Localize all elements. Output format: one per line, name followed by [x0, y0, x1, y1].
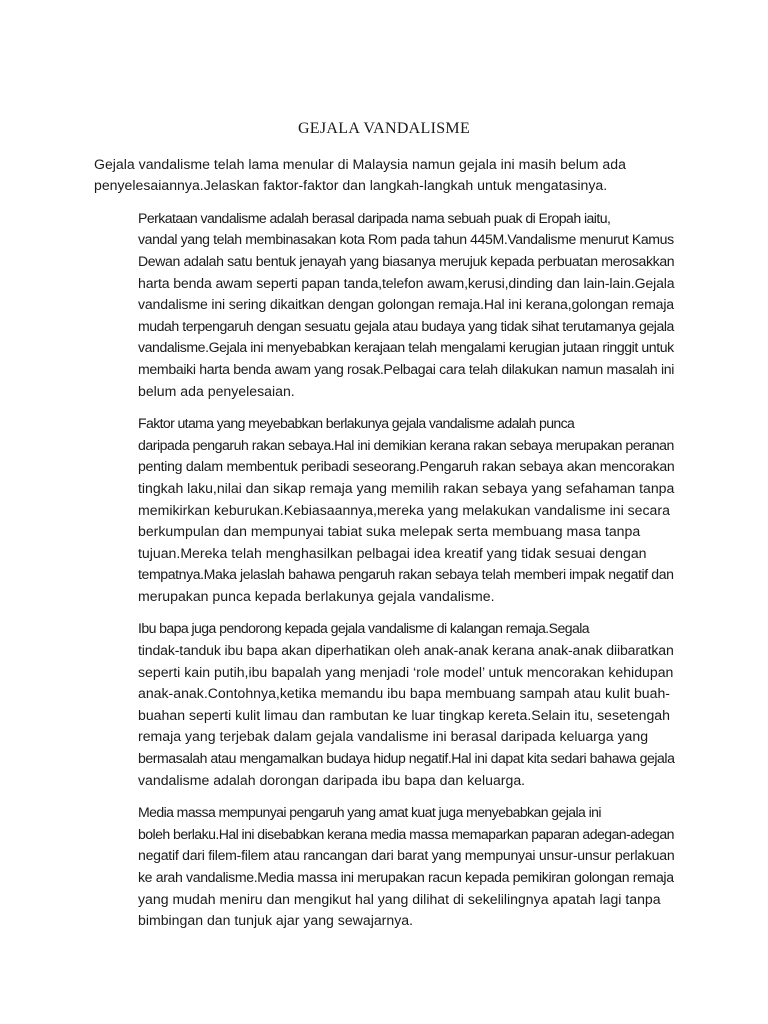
text-line: vandal yang telah membinasakan kota Rom pada tahun 445M.Vandalisme menurut Kamus [138, 231, 674, 248]
text-line: belum ada penyelesaian. [138, 382, 295, 399]
text-line: harta benda awam seperti papan tanda,telefon awam,kerusi,dinding dan lain-lain.Gejala [138, 274, 675, 291]
paragraph [94, 618, 674, 791]
text-line: penyelesaiannya.Jelaskan faktor-faktor dan langkah-langkah untuk mengatasinya. [94, 177, 608, 194]
text-line: boleh berlaku.Hal ini disebabkan kerana media massa memaparkan paparan adegan-adegan [138, 825, 674, 842]
text-line: remaja yang terjebak dalam gejala vandalisme ini berasal daripada keluarga yang [138, 728, 649, 745]
text-line: penting dalam membentuk peribadi seseorang.Pengaruh rakan sebaya akan mencorakan [138, 458, 675, 475]
text-line: anak-anak.Contohnya,ketika memandu ibu bapa membuang sampah atau kulit buah- [138, 685, 670, 702]
text-line: bimbingan dan tunjuk ajar yang sewajarnya. [138, 912, 414, 929]
text-line: ke arah vandalisme.Media massa ini merupakan racun kepada pemikiran golongan remaja [138, 869, 674, 885]
text-line: Media massa mempunyai pengaruh yang amat kuat juga menyebabkan gejala ini [138, 804, 601, 821]
text-line: tempatnya.Maka jelaslah bahawa pengaruh rakan sebaya telah memberi impak negatif dan [138, 566, 674, 583]
document-body [94, 154, 674, 932]
text-line: buahan seperti kulit limau dan rambutan ke luar tingkap kereta.Selain itu, sesetengah [138, 706, 670, 723]
text-line: Ibu bapa juga pendorong kepada gejala vandalisme di kalangan remaja.Segala [138, 620, 589, 637]
paragraph [94, 154, 674, 197]
text-line: vandalisme.Gejala ini menyebabkan kerajaan telah mengalami kerugian jutaan ringgit untuk [138, 339, 674, 356]
text-line: Faktor utama yang meyebabkan berlakunya gejala vandalisme adalah punca [138, 415, 575, 432]
text-line: Perkataan vandalisme adalah berasal daripada nama sebuah puak di Eropah iaitu, [138, 209, 611, 226]
paragraph [94, 802, 674, 932]
text-line: tujuan.Mereka telah menghasilkan pelbagai idea kreatif yang tidak sesuai dengan [138, 544, 647, 561]
text-line: merupakan punca kepada berlakunya gejala vandalisme. [138, 587, 495, 604]
text-line: mudah terpengaruh dengan sesuatu gejala atau budaya yang tidak sihat terutamanya gejala [138, 317, 674, 334]
text-line: yang mudah meniru dan mengikut hal yang dilihat di sekelilingnya apatah lagi tanpa [138, 890, 661, 907]
text-line: vandalisme adalah dorongan daripada ibu bapa dan keluarga. [138, 771, 526, 788]
text-line: negatif dari filem-filem atau rancangan dari barat yang mempunyai unsur-unsur perlakuan [138, 847, 675, 864]
paragraph [94, 208, 674, 402]
text-line: membaiki harta benda awam yang rosak.Pelbagai cara telah dilakukan namun masalah ini [138, 360, 675, 377]
text-line: tingkah laku,nilai dan sikap remaja yang memilih rakan sebaya yang sefahaman tanpa [138, 479, 675, 496]
paragraph [94, 413, 674, 607]
text-line: vandalisme ini sering dikaitkan dengan golongan remaja.Hal ini kerana,golongan remaja [138, 296, 674, 313]
text-line: Gejala vandalisme telah lama menular di Malaysia namun gejala ini masih belum ada [94, 155, 626, 172]
text-line: berkumpulan dan mempunyai tabiat suka melepak serta membuang masa tanpa [138, 523, 641, 540]
text-line: Dewan adalah satu bentuk jenayah yang biasanya merujuk kepada perbuatan merosakkan [138, 252, 675, 269]
text-line: tindak-tanduk ibu bapa akan diperhatikan oleh anak-anak kerana anak-anak diibaratkan [138, 642, 674, 659]
document-title: GEJALA VANDALISME [297, 120, 471, 137]
text-line: memikirkan keburukan.Kebiasaannya,mereka yang melakukan vandalisme ini secara [138, 501, 670, 518]
text-line: seperti kain putih,ibu bapalah yang menjadi ‘role model’ untuk mencorakan kehidupan [138, 663, 674, 680]
text-line: daripada pengaruh rakan sebaya.Hal ini demikian kerana rakan sebaya merupakan peranan [138, 436, 674, 453]
text-line: bermasalah atau mengamalkan budaya hidup negatif.Hal ini dapat kita sedari bahawa gejala [138, 750, 675, 767]
